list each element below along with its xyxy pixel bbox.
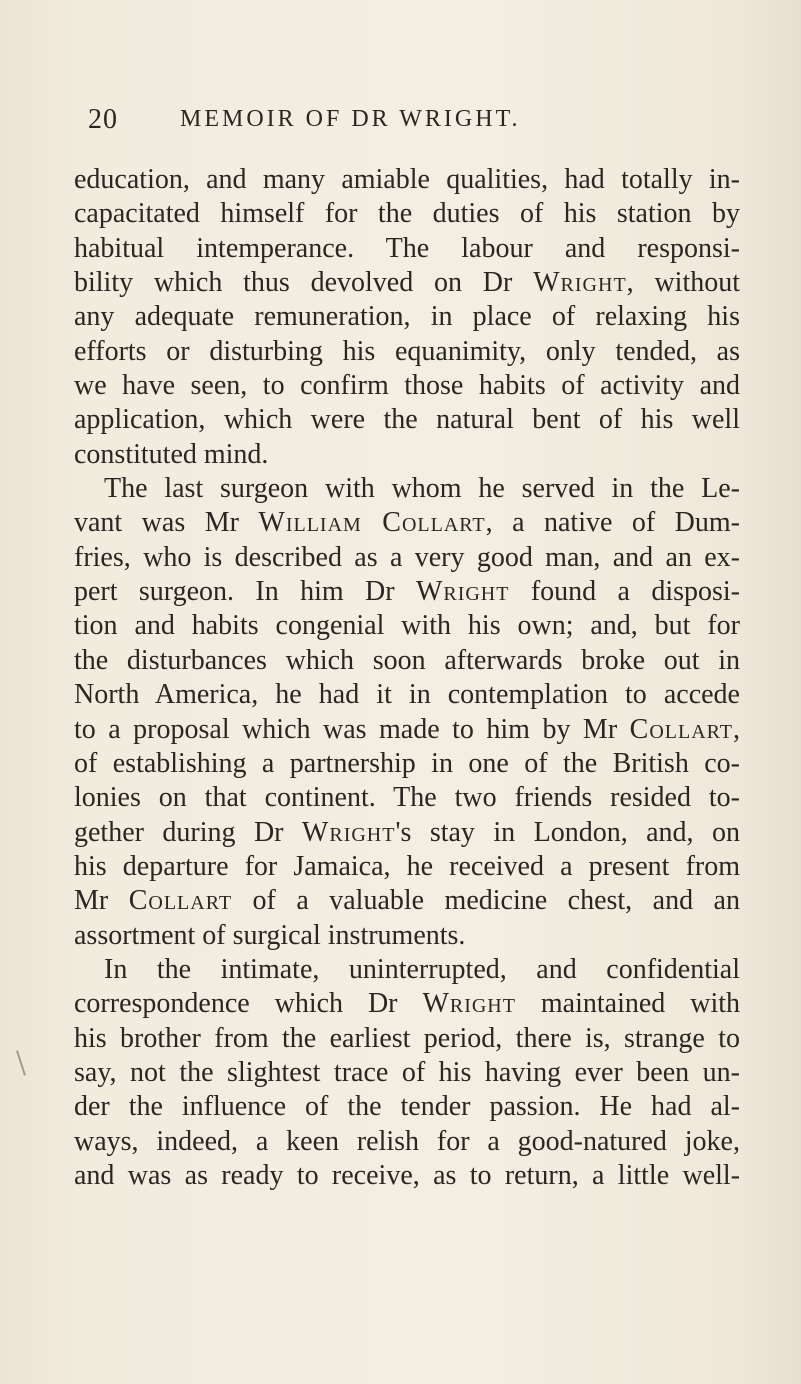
text-line: we have seen, to confirm those habits of activity and bbox=[74, 370, 740, 402]
text-line: constituted mind. bbox=[74, 438, 269, 470]
text-line: bility which thus devolved on Dr Wright, without bbox=[74, 267, 740, 299]
paragraph-start: The last surgeon with whom he served in the Le- bbox=[104, 473, 740, 505]
margin-pencil-mark bbox=[16, 1050, 26, 1075]
text-line: lonies on that continent. The two friends resided to- bbox=[74, 782, 740, 814]
page-number: 20 bbox=[88, 104, 118, 135]
text-line: tion and habits congenial with his own; and, but for bbox=[74, 610, 740, 642]
text-line: his brother from the earliest period, there is, strange to bbox=[74, 1022, 740, 1054]
body-text bbox=[74, 163, 740, 1193]
text-line: of establishing a partnership in one of the British co- bbox=[74, 747, 740, 779]
text-line: gether during Dr Wright's stay in London, and, on bbox=[74, 816, 740, 848]
text-line: capacitated himself for the duties of his station by bbox=[74, 198, 740, 230]
page-header bbox=[88, 104, 728, 144]
text-line: correspondence which Dr Wright maintained with bbox=[74, 988, 740, 1020]
text-line: Mr Collart of a valuable medicine chest, and an bbox=[74, 885, 740, 917]
text-line: education, and many amiable qualities, had totally in- bbox=[74, 164, 740, 195]
text-line: pert surgeon. In him Dr Wright found a disposi- bbox=[74, 576, 740, 608]
text-line: der the influence of the tender passion. He had al- bbox=[74, 1091, 740, 1123]
text-line: any adequate remuneration, in place of relaxing his bbox=[74, 301, 740, 333]
text-line: fries, who is described as a very good man, and an ex- bbox=[74, 541, 740, 573]
text-line: vant was Mr William Collart, a native of Dum- bbox=[74, 507, 740, 539]
running-head: MEMOIR OF DR WRIGHT. bbox=[180, 106, 521, 132]
text-line: efforts or disturbing his equanimity, only tended, as bbox=[74, 335, 740, 367]
text-line: to a proposal which was made to him by Mr Collart, bbox=[74, 713, 740, 745]
text-line: ways, indeed, a keen relish for a good-natured joke, bbox=[74, 1125, 740, 1157]
text-line: North America, he had it in contemplation to accede bbox=[74, 679, 740, 711]
text-line: assortment of surgical instruments. bbox=[74, 919, 466, 951]
text-line: application, which were the natural bent of his well bbox=[74, 404, 740, 436]
paragraph-start: In the intimate, uninterrupted, and confidential bbox=[104, 953, 740, 985]
text-line: the disturbances which soon afterwards broke out in bbox=[74, 644, 740, 676]
text-line: and was as ready to receive, as to return, a little well- bbox=[74, 1159, 740, 1191]
text-line: his departure for Jamaica, he received a present from bbox=[74, 850, 740, 882]
text-line: say, not the slightest trace of his having ever been un- bbox=[74, 1056, 740, 1088]
text-line: habitual intemperance. The labour and responsi- bbox=[74, 232, 740, 264]
